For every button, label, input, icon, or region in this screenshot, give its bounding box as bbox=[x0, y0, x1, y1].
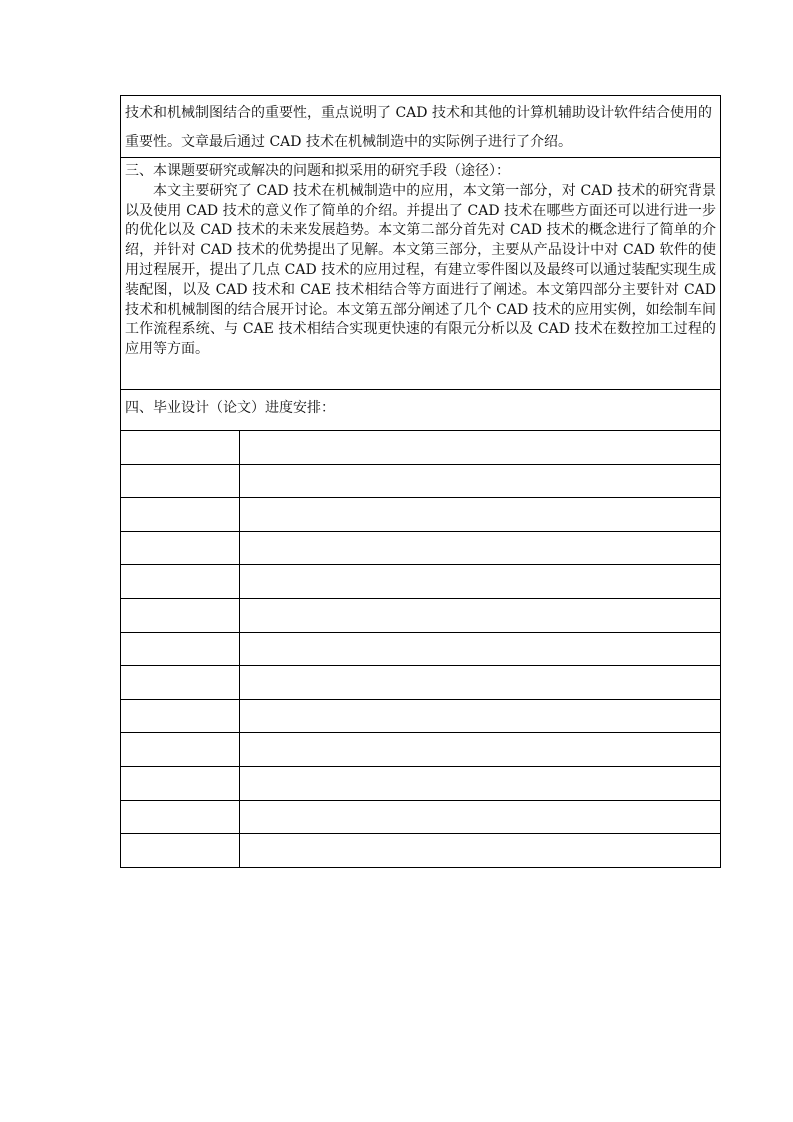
research-body: 本文主要研究了 CAD 技术在机械制造中的应用，本文第一部分，对 CAD 技术的研究背景以及使用 CAD 技术的意义作了简单的介绍。并提出了 CAD 技术在哪些方面还可以进行进一步的优化以及 CAD 技术的未来发展趋势。本文第二部分首先对 CAD 技术的概念进行了简单的介绍，并针对 CAD 技术的优势提出了见解。本文第三部分，主要从产品设计中对 CAD 软件的使用过程展开，提出了几点 CAD 技术的应用过程，有建立零件图以及最终可以通过装配实现生成装配图，以及 CAD 技术和 CAE 技术相结合等方面进行了阐述。本文第四部分主要针对 CAD 技术和机械制图的结合展开讨论。本文第五部分阐述了几个 CAD 技术的应用实例，如绘制车间工作流程系统、与 CAE 技术相结合实现更快速的有限元分析以及 CAD 技术在数控加工过程的应用等方面。 bbox=[125, 182, 716, 358]
schedule-row bbox=[121, 565, 720, 599]
schedule-row bbox=[121, 599, 720, 633]
schedule-task-cell[interactable] bbox=[240, 666, 720, 699]
schedule-task-cell[interactable] bbox=[240, 431, 720, 464]
schedule-period-cell[interactable] bbox=[121, 834, 240, 868]
schedule-row bbox=[121, 801, 720, 835]
schedule-task-cell[interactable] bbox=[240, 599, 720, 632]
schedule-task-cell[interactable] bbox=[240, 465, 720, 498]
schedule-heading: 四、毕业设计（论文）进度安排： bbox=[125, 400, 335, 416]
form-table bbox=[120, 95, 721, 868]
schedule-period-cell[interactable] bbox=[121, 700, 240, 733]
schedule-task-cell[interactable] bbox=[240, 700, 720, 733]
schedule-period-cell[interactable] bbox=[121, 565, 240, 598]
schedule-period-cell[interactable] bbox=[121, 431, 240, 464]
schedule-task-cell[interactable] bbox=[240, 633, 720, 666]
research-heading: 三、本课题要研究或解决的问题和拟采用的研究手段（途径）： bbox=[125, 163, 510, 179]
schedule-section bbox=[121, 390, 720, 431]
schedule-period-cell[interactable] bbox=[121, 465, 240, 498]
schedule-period-cell[interactable] bbox=[121, 532, 240, 565]
schedule-row bbox=[121, 532, 720, 566]
schedule-period-cell[interactable] bbox=[121, 733, 240, 766]
schedule-task-cell[interactable] bbox=[240, 498, 720, 531]
schedule-task-cell[interactable] bbox=[240, 801, 720, 834]
schedule-task-cell[interactable] bbox=[240, 733, 720, 766]
schedule-period-cell[interactable] bbox=[121, 633, 240, 666]
schedule-period-cell[interactable] bbox=[121, 767, 240, 800]
research-section bbox=[121, 158, 720, 390]
schedule-period-cell[interactable] bbox=[121, 666, 240, 699]
schedule-row bbox=[121, 733, 720, 767]
schedule-row bbox=[121, 633, 720, 667]
schedule-task-cell[interactable] bbox=[240, 532, 720, 565]
schedule-grid bbox=[121, 431, 720, 868]
schedule-row bbox=[121, 834, 720, 868]
schedule-row bbox=[121, 666, 720, 700]
schedule-row bbox=[121, 767, 720, 801]
schedule-task-cell[interactable] bbox=[240, 834, 720, 868]
schedule-row bbox=[121, 498, 720, 532]
schedule-row bbox=[121, 700, 720, 734]
intro-text: 技术和机械制图结合的重要性，重点说明了 CAD 技术和其他的计算机辅助设计软件结合使用的重要性。文章最后通过 CAD 技术在机械制造中的实际例子进行了介绍。 bbox=[125, 105, 712, 150]
schedule-period-cell[interactable] bbox=[121, 599, 240, 632]
schedule-period-cell[interactable] bbox=[121, 498, 240, 531]
schedule-period-cell[interactable] bbox=[121, 801, 240, 834]
intro-continuation bbox=[121, 96, 720, 158]
schedule-task-cell[interactable] bbox=[240, 565, 720, 598]
schedule-task-cell[interactable] bbox=[240, 767, 720, 800]
schedule-row bbox=[121, 431, 720, 465]
schedule-row bbox=[121, 465, 720, 499]
